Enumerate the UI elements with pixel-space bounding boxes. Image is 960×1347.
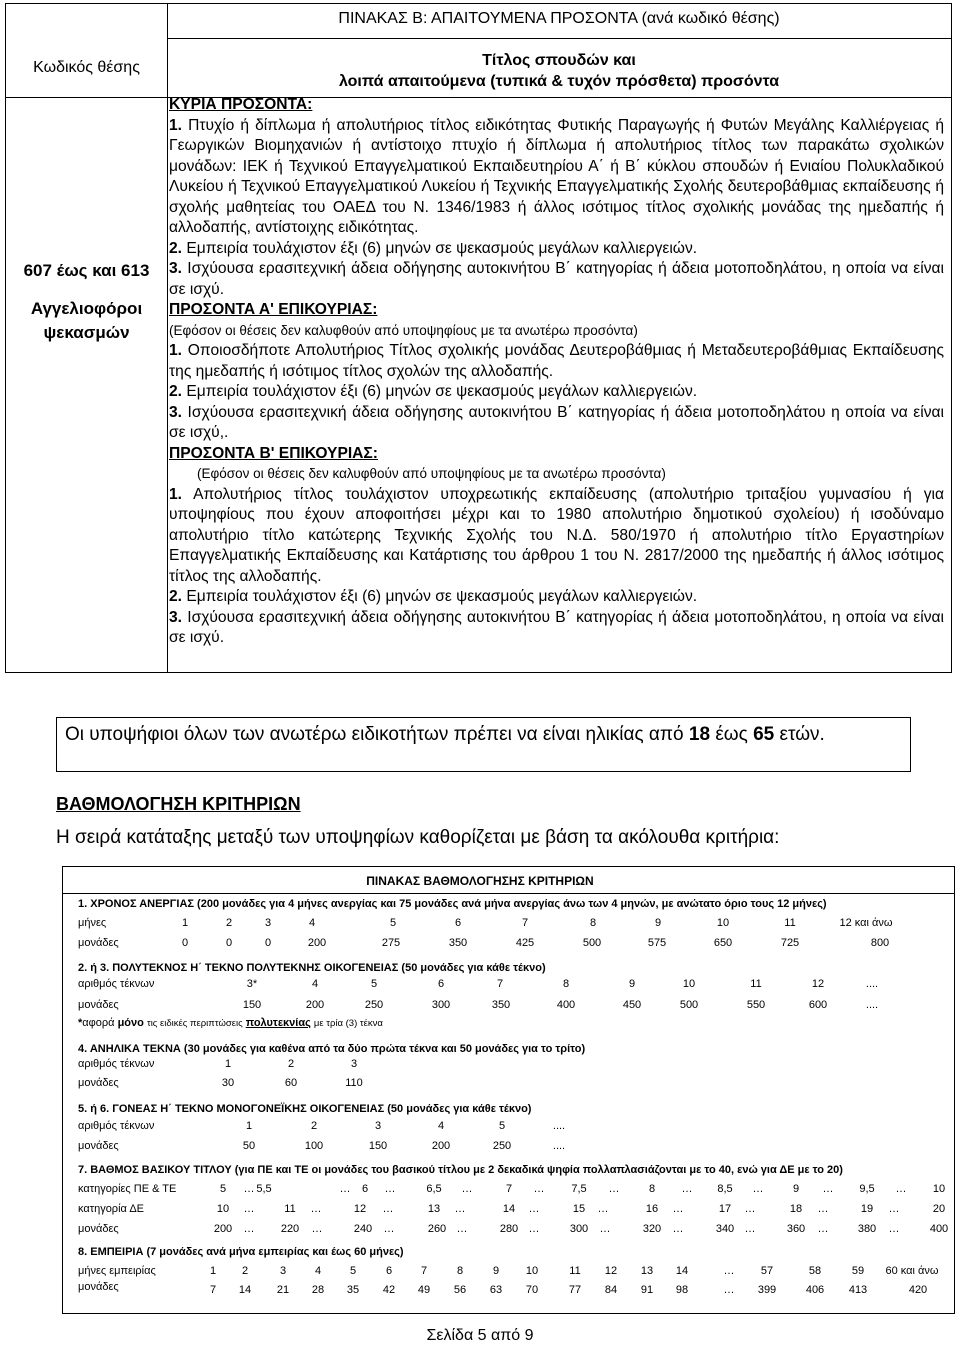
b-auxiliary-heading: ΠΡΟΣΟΝΤΑ Β' ΕΠΙΚΟΥΡΙΑΣ:: [169, 444, 378, 462]
score-cell: 250: [492, 1140, 512, 1152]
s7-row2-label: κατηγορία ΔΕ: [78, 1203, 144, 1215]
score-cell: 3*: [246, 978, 258, 990]
score-cell: 16: [645, 1203, 659, 1215]
score-cell: 425: [515, 937, 535, 949]
score-cell: ....: [552, 1120, 566, 1132]
score-cell: …: [681, 1183, 693, 1195]
score-cell: 500: [582, 937, 602, 949]
score-cell: 10: [932, 1183, 946, 1195]
score-cell: 6: [437, 978, 445, 990]
main-qualification-3: 3. Ισχύουσα ερασιτεχνική άδεια οδήγησης αυτοκινήτου Β΄ κατηγορίας ή άδεια μοτοποδηλάτου, η οποία να είναι σε ισχύ.: [169, 260, 944, 298]
score-cell: …: [895, 1183, 907, 1195]
b-qualification-3: 3. Ισχύουσα ερασιτεχνική άδεια οδήγησης αυτοκινήτου Β΄ κατηγορίας ή άδεια μοτοποδηλάτου, η οποία να είναι σε ισχύ.: [169, 608, 944, 646]
score-cell: 240: [353, 1223, 373, 1235]
score-cell: 42: [382, 1284, 396, 1296]
s1-heading: 1. ΧΡΟΝΟΣ ΑΝΕΡΓΙΑΣ (200 μονάδες για 4 μήνες ανεργίας και 75 μονάδες ανά μήνα ανεργίας άνω των 4 μηνών, με ανώτατο όριο τους 12 μήνες): [78, 898, 827, 910]
score-cell: 350: [448, 937, 468, 949]
score-cell: 0: [264, 937, 272, 949]
score-cell: 575: [647, 937, 667, 949]
score-cell: 300: [569, 1223, 589, 1235]
score-cell: 7: [496, 978, 504, 990]
score-cell: 1: [245, 1120, 253, 1132]
score-cell: 56: [453, 1284, 467, 1296]
score-cell: …: [461, 1183, 473, 1195]
score-cell: …: [822, 1183, 834, 1195]
s5-row2-label: μονάδες: [78, 1140, 119, 1152]
score-cell: 400: [556, 999, 576, 1011]
score-cell: 6: [454, 917, 462, 929]
score-cell: 14: [675, 1265, 689, 1277]
table-title: ΠΙΝΑΚΑΣ Β: ΑΠΑΙΤΟΥΜΕΝΑ ΠΡΟΣΟΝΤΑ (ανά κωδικό θέσης): [338, 10, 780, 27]
score-cell: 250: [364, 999, 384, 1011]
score-cell: 60 και άνω: [885, 1265, 939, 1277]
score-cell: 5: [498, 1120, 506, 1132]
score-cell: 10: [216, 1203, 230, 1215]
score-cell: 9: [792, 1183, 800, 1195]
score-cell: 500: [679, 999, 699, 1011]
score-cell: 60: [284, 1077, 298, 1089]
score-cell: 3: [264, 917, 272, 929]
s7-row3-label: μονάδες: [78, 1223, 119, 1235]
score-cell: 650: [713, 937, 733, 949]
s1-row2-label: μονάδες: [78, 937, 119, 949]
score-cell: 2: [310, 1120, 318, 1132]
criteria-title: ΒΑΘΜΟΛΟΓΗΣΗ ΚΡΙΤΗΡΙΩΝ: [56, 794, 301, 814]
score-cell: 4: [308, 917, 316, 929]
a-qualification-2: 2. Εμπειρία τουλάχιστον έξι (6) μηνών σε ψεκασμούς μεγάλων καλλιεργειών.: [169, 383, 698, 400]
score-cell: …: [723, 1284, 735, 1296]
b-auxiliary-note: (Εφόσον οι θέσεις δεν καλυφθούν από υποψηφίους με τα ανωτέρω προσόντα): [197, 466, 666, 481]
score-cell: 0: [225, 937, 233, 949]
s2-heading: 2. ή 3. ΠΟΛΥΤΕΚΝΟΣ Η΄ ΤΕΚΝΟ ΠΟΛΥΤΕΚΝΗΣ ΟΙΚΟΓΕΝΕΙΑΣ (50 μονάδες για κάθε τέκνο): [78, 962, 546, 974]
score-cell: …: [383, 1223, 395, 1235]
score-cell: 19: [860, 1203, 874, 1215]
a-qualification-3: 3. Ισχύουσα ερασιτεχνική άδεια οδήγησης αυτοκινήτου Β΄ κατηγορίας ή άδεια μοτοποδηλάτου η οποία να είναι σε ισχύ,.: [169, 403, 944, 441]
score-cell: 5,5: [256, 1183, 272, 1195]
code-column-header: Κωδικός θέσης: [33, 59, 140, 76]
score-cell: …: [752, 1183, 764, 1195]
main-qualifications-heading: ΚΥΡΙΑ ΠΡΟΣΟΝΤΑ:: [169, 96, 313, 113]
score-cell: …: [454, 1203, 466, 1215]
score-cell: 550: [746, 999, 766, 1011]
score-cell: 110: [345, 1077, 363, 1089]
score-cell: 399: [757, 1284, 777, 1296]
score-cell: 413: [848, 1284, 868, 1296]
score-cell: 7: [420, 1265, 428, 1277]
score-cell: 11: [569, 1265, 581, 1277]
score-cell: 200: [307, 937, 327, 949]
score-cell: …: [817, 1223, 829, 1235]
score-cell: 200: [213, 1223, 233, 1235]
score-cell: 11: [284, 1203, 296, 1215]
score-cell: 13: [640, 1265, 654, 1277]
main-qualification-1: 1. Πτυχίο ή δίπλωμα ή απολυτήριος τίτλος ειδικότητας Φυτικής Παραγωγής ή Φυτών Μεγάλης Καλλιέργειας ή Γεωργικών Βιομηχανιών ή αντίστοιχο πτυχίο ή δίπλωμα ή απολυτήριος τίτλος των παρακάτω σχολικών μονάδων: ΙΕΚ ή Τεχνικού Επαγγελματικού Εκπαιδευτηρίου Α΄ ή Β΄ κύκλου σπουδών ή Ενιαίου Πολυκλαδικού Λυκείου ή Τεχνικού Επαγγελματικού Λυκείου ή Τεχνικής Επαγγελματικής Σχολής δευτεροβάθμιας εκπαίδευσης ή σχολής μαθητείας του ΟΑΕΔ του Ν. 1346/1983 ή άλλος ισότιμος τίτλος σχολικής μονάδας της ημεδαπής ή αλλοδαπής, αντίστοιχης ειδικότητας.: [169, 116, 944, 236]
score-cell: 28: [311, 1284, 325, 1296]
score-cell: …: [533, 1183, 545, 1195]
score-cell: …: [888, 1203, 900, 1215]
score-cell: 200: [431, 1140, 451, 1152]
score-cell: 1: [209, 1265, 217, 1277]
score-cell: 406: [805, 1284, 825, 1296]
score-cell: 15: [572, 1203, 586, 1215]
s4-heading: 4. ΑΝΗΛΙΚΑ ΤΕΚΝΑ (30 μονάδες για καθένα από τα δύο πρώτα τέκνα και 50 μονάδες για το τρίτο): [78, 1043, 586, 1055]
b-qualification-1: 1. Απολυτήριος τίτλος τουλάχιστον υποχρεωτικής εκπαίδευσης (απολυτήριο τριταξίου γυμνασίου ή για υποψηφίους που έχουν αποφοιτήσει μέχρι και το 1980 απολυτήριο δημοτικού σχολείου) ή ισοδύναμο απολυτήριο τίτλο κατώτερης Τεχνικής Σχολής του Ν.Δ. 580/1970 ή απολυτήριο τίτλο Εργαστηρίων Επαγγελματικής Εκπαίδευσης και Κατάρτισης του άρθρου 1 του Ν. 2817/2000 της ημεδαπής ή άλλος ισότιμος τίτλος της αλλοδαπής.: [169, 485, 944, 585]
score-cell: 725: [780, 937, 800, 949]
score-cell: 4: [311, 978, 319, 990]
score-cell: 98: [675, 1284, 689, 1296]
score-cell: 9: [654, 917, 662, 929]
score-cell: 380: [857, 1223, 877, 1235]
score-cell: 2: [241, 1265, 249, 1277]
score-cell: 260: [427, 1223, 447, 1235]
score-cell: 420: [908, 1284, 928, 1296]
s8-row1-label: μήνες εμπειρίας: [78, 1265, 156, 1277]
age-notice: Οι υποψήφιοι όλων των ανωτέρω ειδικοτήτων πρέπει να είναι ηλικίας από 18 έως 65 ετών.: [56, 717, 911, 772]
title-column-header: Τίτλος σπουδών και λοιπά απαιτούμενα (τυπικά & τυχόν πρόσθετα) προσόντα: [338, 52, 780, 90]
score-cell: 7,5: [571, 1183, 587, 1195]
score-cell: 5: [370, 978, 378, 990]
score-cell: 12: [604, 1265, 618, 1277]
score-cell: …: [888, 1223, 900, 1235]
score-cell: 11: [784, 917, 796, 929]
score-cell: …: [243, 1223, 255, 1235]
score-cell: …: [456, 1223, 468, 1235]
score-cell: 57: [760, 1265, 774, 1277]
score-cell: 59: [851, 1265, 865, 1277]
qualifications-text: [169, 95, 944, 649]
score-cell: 58: [808, 1265, 822, 1277]
score-cell: …: [723, 1265, 735, 1277]
s8-heading: 8. ΕΜΠΕΙΡΙΑ (7 μονάδες ανά μήνα εμπειρίας και έως 60 μήνες): [78, 1246, 404, 1258]
score-cell: 12 και άνω: [839, 917, 893, 929]
score-cell: 800: [870, 937, 890, 949]
score-cell: 360: [786, 1223, 806, 1235]
score-cell: 5: [349, 1265, 357, 1277]
score-cell: 4: [314, 1265, 322, 1277]
score-cell: …: [597, 1203, 609, 1215]
score-cell: 200: [305, 999, 325, 1011]
s2-row1-label: αριθμός τέκνων: [78, 978, 155, 990]
score-cell: 600: [808, 999, 828, 1011]
s8-row2-label: μονάδες: [78, 1281, 119, 1293]
score-cell: …: [310, 1203, 322, 1215]
score-cell: …: [528, 1203, 540, 1215]
score-cell: …: [384, 1183, 396, 1195]
page-footer: Σελίδα 5 από 9: [426, 1327, 534, 1344]
score-cell: 91: [640, 1284, 654, 1296]
score-cell: 100: [304, 1140, 324, 1152]
score-cell: 18: [789, 1203, 803, 1215]
s4-row1-label: αριθμός τέκνων: [78, 1058, 155, 1070]
score-cell: 9: [492, 1265, 500, 1277]
s7-heading: 7. ΒΑΘΜΟΣ ΒΑΣΙΚΟΥ ΤΙΤΛΟΥ (για ΠΕ και ΤΕ οι μονάδες του βασικού τίτλου με 2 δεκαδικά ψηφία πολλαπλασιάζονται με το 40, ενώ για ΔΕ με το 20): [78, 1164, 843, 1176]
s7-row1-label: κατηγορίες ΠΕ & ΤΕ: [78, 1183, 177, 1195]
position-code-cell: 607 έως και 613 Αγγελιοφόροι ψεκασμών: [23, 261, 150, 342]
s1-row1-label: μήνες: [78, 917, 107, 929]
score-cell: …: [672, 1203, 684, 1215]
score-cell: 6: [361, 1183, 369, 1195]
score-cell: 4: [437, 1120, 445, 1132]
score-cell: 14: [502, 1203, 516, 1215]
score-cell: 10: [716, 917, 730, 929]
score-cell: 8,5: [717, 1183, 733, 1195]
a-auxiliary-heading: ΠΡΟΣΟΝΤΑ Α' ΕΠΙΚΟΥΡΙΑΣ:: [169, 301, 378, 318]
score-cell: 3: [374, 1120, 382, 1132]
score-cell: ....: [552, 1140, 566, 1152]
score-cell: 2: [225, 917, 233, 929]
score-cell: …: [382, 1203, 394, 1215]
score-cell: …: [744, 1223, 756, 1235]
s4-row2-label: μονάδες: [78, 1077, 119, 1089]
score-cell: 70: [525, 1284, 539, 1296]
s5-row1-label: αριθμός τέκνων: [78, 1120, 155, 1132]
score-cell: 150: [242, 999, 262, 1011]
score-cell: 14: [238, 1284, 252, 1296]
score-cell: …: [672, 1223, 684, 1235]
s2-footnote: *αφορά μόνο τις ειδικές περιπτώσεις πολυτεκνίας με τρία (3) τέκνα: [78, 1017, 383, 1029]
score-cell: 320: [642, 1223, 662, 1235]
score-cell: 8: [648, 1183, 656, 1195]
score-cell: 7: [505, 1183, 513, 1195]
score-cell: 5: [219, 1183, 227, 1195]
score-cell: 84: [604, 1284, 618, 1296]
score-cell: …: [243, 1203, 255, 1215]
score-cell: 150: [368, 1140, 388, 1152]
score-cell: 450: [622, 999, 642, 1011]
a-auxiliary-note: (Εφόσον οι θέσεις δεν καλυφθούν από υποψηφίους με τα ανωτέρω προσόντα): [169, 322, 638, 338]
score-cell: 12: [353, 1203, 367, 1215]
score-cell: 10: [682, 978, 696, 990]
score-cell: ....: [865, 978, 879, 990]
score-cell: 30: [221, 1077, 235, 1089]
score-cell: 275: [381, 937, 401, 949]
score-cell: 49: [417, 1284, 431, 1296]
score-cell: 63: [489, 1284, 503, 1296]
score-cell: 8: [589, 917, 597, 929]
main-qualification-2: 2. Εμπειρία τουλάχιστον έξι (6) μηνών σε ψεκασμούς μεγάλων καλλιεργειών.: [169, 239, 698, 257]
score-cell: 21: [276, 1284, 290, 1296]
score-cell: …: [528, 1223, 540, 1235]
score-cell: 12: [811, 978, 825, 990]
b-qualification-2: 2. Εμπειρία τουλάχιστον έξι (6) μηνών σε ψεκασμούς μεγάλων καλλιεργειών.: [169, 588, 698, 605]
score-cell: 400: [929, 1223, 949, 1235]
score-cell: …: [608, 1183, 620, 1195]
score-cell: 1: [224, 1058, 232, 1070]
score-cell: …: [599, 1223, 611, 1235]
score-cell: …: [243, 1183, 255, 1195]
score-cell: 17: [718, 1203, 732, 1215]
score-cell: 13: [427, 1203, 441, 1215]
score-cell: 50: [242, 1140, 256, 1152]
scoring-title: ΠΙΝΑΚΑΣ ΒΑΘΜΟΛΟΓΗΣΗΣ ΚΡΙΤΗΡΙΩΝ: [366, 874, 594, 888]
score-cell: 280: [499, 1223, 519, 1235]
score-cell: 77: [568, 1284, 582, 1296]
score-cell: 0: [181, 937, 189, 949]
score-cell: …: [817, 1203, 829, 1215]
score-cell: 7: [209, 1284, 217, 1296]
score-cell: 1: [181, 917, 189, 929]
score-cell: 9,5: [859, 1183, 875, 1195]
score-cell: 6: [385, 1265, 393, 1277]
score-cell: …: [339, 1183, 351, 1195]
score-cell: …: [311, 1223, 323, 1235]
score-cell: 3: [279, 1265, 287, 1277]
a-qualification-1: 1. Οποιοσδήποτε Απολυτήριος Τίτλος σχολικής μονάδας Δευτεροβάθμιας ή Μεταδευτεροβάθμιας Εκπαίδευσης της ημεδαπής ή ισότιμος τίτλος σχολών της αλλοδαπής.: [169, 342, 944, 380]
s2-row2-label: μονάδες: [78, 999, 119, 1011]
score-cell: 350: [491, 999, 511, 1011]
score-cell: 5: [389, 917, 397, 929]
score-cell: ....: [865, 999, 879, 1011]
score-cell: 6,5: [426, 1183, 442, 1195]
score-cell: 300: [431, 999, 451, 1011]
score-cell: 2: [287, 1058, 295, 1070]
score-cell: 20: [932, 1203, 946, 1215]
criteria-intro: Η σειρά κατάταξης μεταξύ των υποψηφίων καθορίζεται με βάση τα ακόλουθα κριτήρια:: [56, 827, 780, 848]
score-cell: 10: [525, 1265, 539, 1277]
score-cell: 340: [715, 1223, 735, 1235]
score-cell: 11: [750, 978, 762, 990]
score-cell: 35: [346, 1284, 360, 1296]
score-cell: 3: [350, 1058, 358, 1070]
score-cell: 7: [521, 917, 529, 929]
score-cell: 9: [628, 978, 636, 990]
score-cell: 8: [562, 978, 570, 990]
score-cell: 220: [280, 1223, 300, 1235]
s5-heading: 5. ή 6. ΓΟΝΕΑΣ Η΄ ΤΕΚΝΟ ΜΟΝΟΓΟΝΕΪΚΗΣ ΟΙΚΟΓΕΝΕΙΑΣ (50 μονάδες για κάθε τέκνο): [78, 1103, 532, 1115]
score-cell: …: [744, 1203, 756, 1215]
score-cell: 8: [456, 1265, 464, 1277]
